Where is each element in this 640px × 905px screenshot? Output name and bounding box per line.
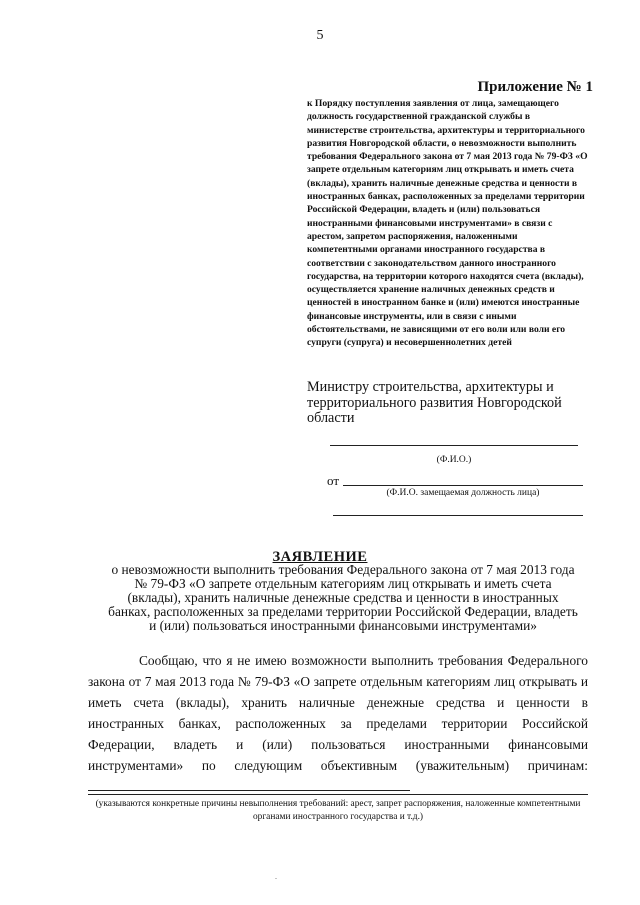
fio-line[interactable]	[330, 445, 578, 446]
statement-subject: о невозможности выполнить требования Федерального закона от 7 мая 2013 года № 79-ФЗ «О запрете отдельным категориям лиц открывать и иметь счета (вклады), хранить наличные денежные средства и ценности в иностранных банках, расположенных за пределами территории Российской Федерации, владеть и (или) пользоваться иностранными финансовыми инструментами»	[108, 562, 578, 633]
reasons-blank-line[interactable]	[88, 778, 410, 791]
position-line[interactable]	[333, 515, 583, 516]
from-line[interactable]	[343, 485, 583, 486]
page-number: 5	[316, 28, 324, 43]
appendix-title: Приложение № 1	[477, 79, 593, 95]
reasons-line-2[interactable]	[88, 794, 588, 795]
addressee-block: Министру строительства, архитектуры и территориального развития Новгородской области	[307, 379, 562, 426]
statement-text: Сообщаю, что я не имею возможности выполнить требования Федерального закона от 7 мая 2013 года № 79-ФЗ «О запрете отдельным категориям лиц открывать и иметь счета (вклады), хранить наличные денежные средства и ценности в иностранных банках, расположенных за пределами территории Российской Федерации, владеть и (или) пользоваться иностранными финансовыми инструментами» по следующим объективным (уважительным) причинам:	[88, 653, 588, 773]
scan-dot: .	[275, 872, 277, 881]
statement-body	[88, 650, 588, 797]
statement-title: ЗАЯВЛЕНИЕ	[272, 549, 368, 565]
from-label: от	[327, 473, 340, 488]
reasons-footnote: (указываются конкретные причины невыполнения требований: арест, запрет распоряжения, наложенные компетентными органами иностранного государства и т.д.)	[95, 799, 581, 822]
appendix-body: к Порядку поступления заявления от лица, замещающего должность государственной гражданской службы в министерстве строительства, архитектуры и территориального развития Новгородской области, о невозможности выполнить требования Федерального закона от 7 мая 2013 года № 79-ФЗ «О запрете отдельным категориям лиц открывать и иметь счета (вклады), хранить наличные денежные средства и ценности в иностранных банках, расположенных за пределами территории Российской Федерации, владеть и (или) пользоваться иностранными финансовыми инструментами» в связи с арестом, запретом распоряжения, наложенными компетентными органами иностранного государства в соответствии с законодательством данного иностранного государства, на территории которого находятся счета (вклады), осуществляется хранение наличных денежных средств и ценностей в иностранном банке и (или) имеются иностранные финансовые инструменты, или в связи с иными обстоятельствами, не зависящими от его воли или воли его супруги (супруга) и несовершеннолетних детей	[307, 98, 588, 349]
from-caption: (Ф.И.О. замещаемая должность лица)	[386, 488, 540, 498]
fio-caption: (Ф.И.О.)	[436, 455, 472, 465]
